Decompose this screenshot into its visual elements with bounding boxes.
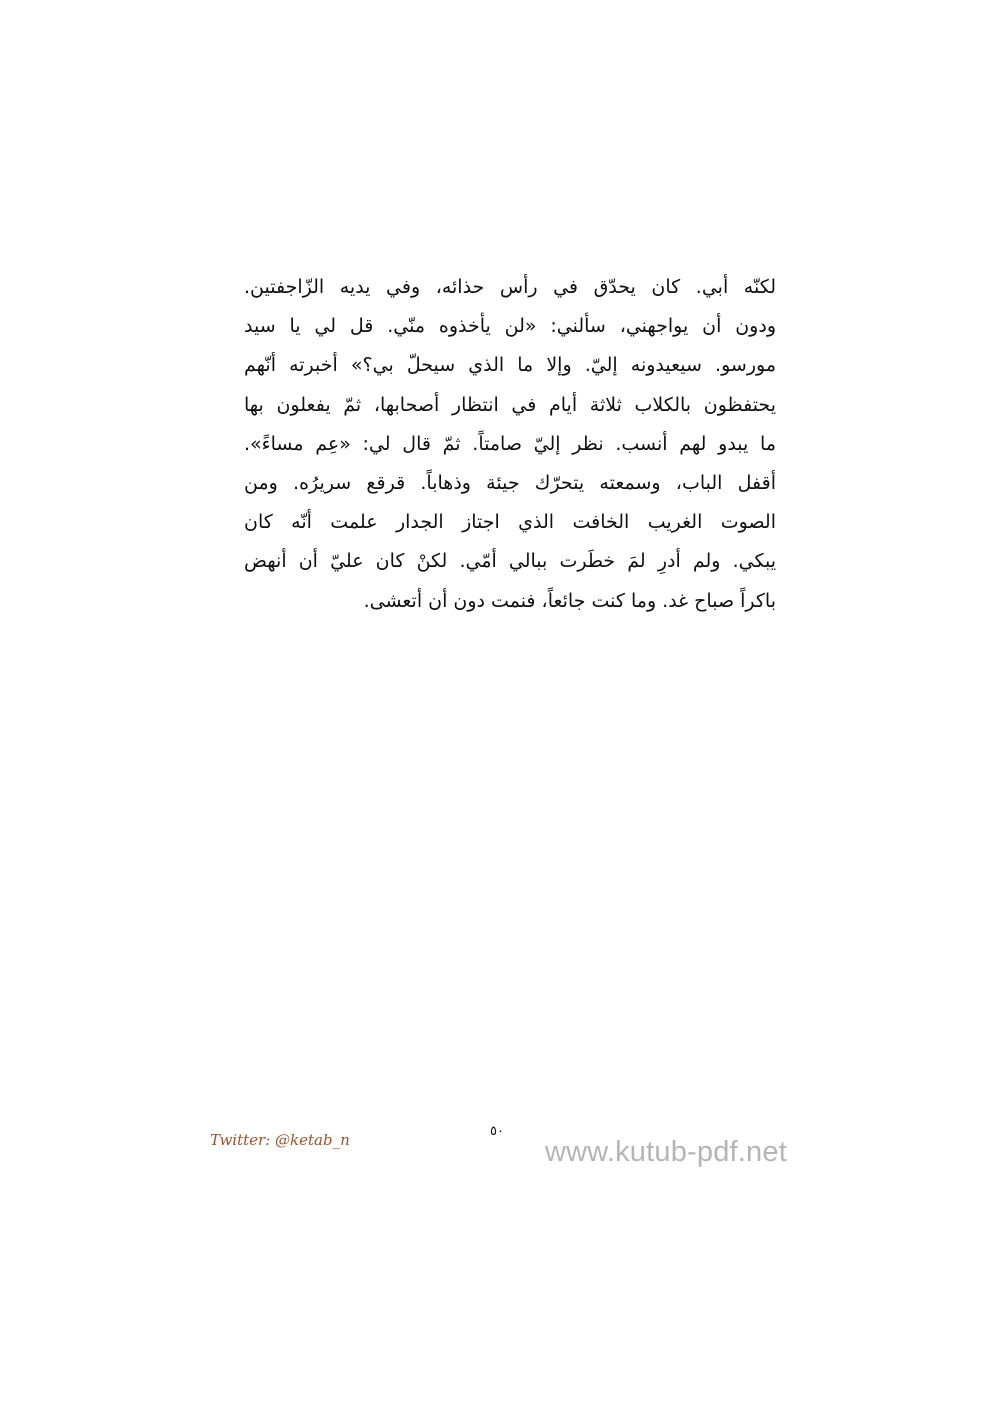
text-line-6: أقفل الباب، وسمعته يتحرّك جيئة وذهاباً. قرقع سريرُه. ومن — [244, 471, 776, 494]
website-watermark: www.kutub-pdf.net — [545, 1136, 787, 1168]
text-line-1: لكنّه أبي. كان يحدّق في رأس حذائه، وفي يديه الزّاجفتين. — [244, 276, 776, 298]
text-line-7: الصوت الغريب الخافت الذي اجتاز الجدار علمت أنّه كان — [244, 511, 776, 534]
page-number: ٥٠ — [490, 1124, 504, 1139]
text-line-2: ودون أن يواجهني، سألني: «لن يأخذوه منّي. قل لي يا سيد — [244, 315, 776, 338]
twitter-handle: Twitter: @ketab_n — [210, 1131, 350, 1149]
text-line-8: يبكي. ولم أدرِ لمَ خطَرت ببالي أمّي. لكنْ كان عليّ أن أنهض — [244, 550, 776, 573]
body-text — [244, 268, 776, 621]
text-line-4: يحتفظون بالكلاب ثلاثة أيام في انتظار أصحابها، ثمّ يفعلون بها — [244, 393, 776, 416]
text-line-9: باكراً صباح غد. وما كنت جائعاً، فنمت دون أن أتعشى. — [363, 589, 776, 612]
text-line-3: مورسو. سيعيدونه إليّ. وإلا ما الذي سيحلّ بي؟» أخبرته أنّهم — [244, 354, 776, 377]
text-line-5: ما يبدو لهم أنسب. نظر إليّ صامتاً. ثمّ قال لي: «عِم مساءً». — [244, 432, 776, 455]
